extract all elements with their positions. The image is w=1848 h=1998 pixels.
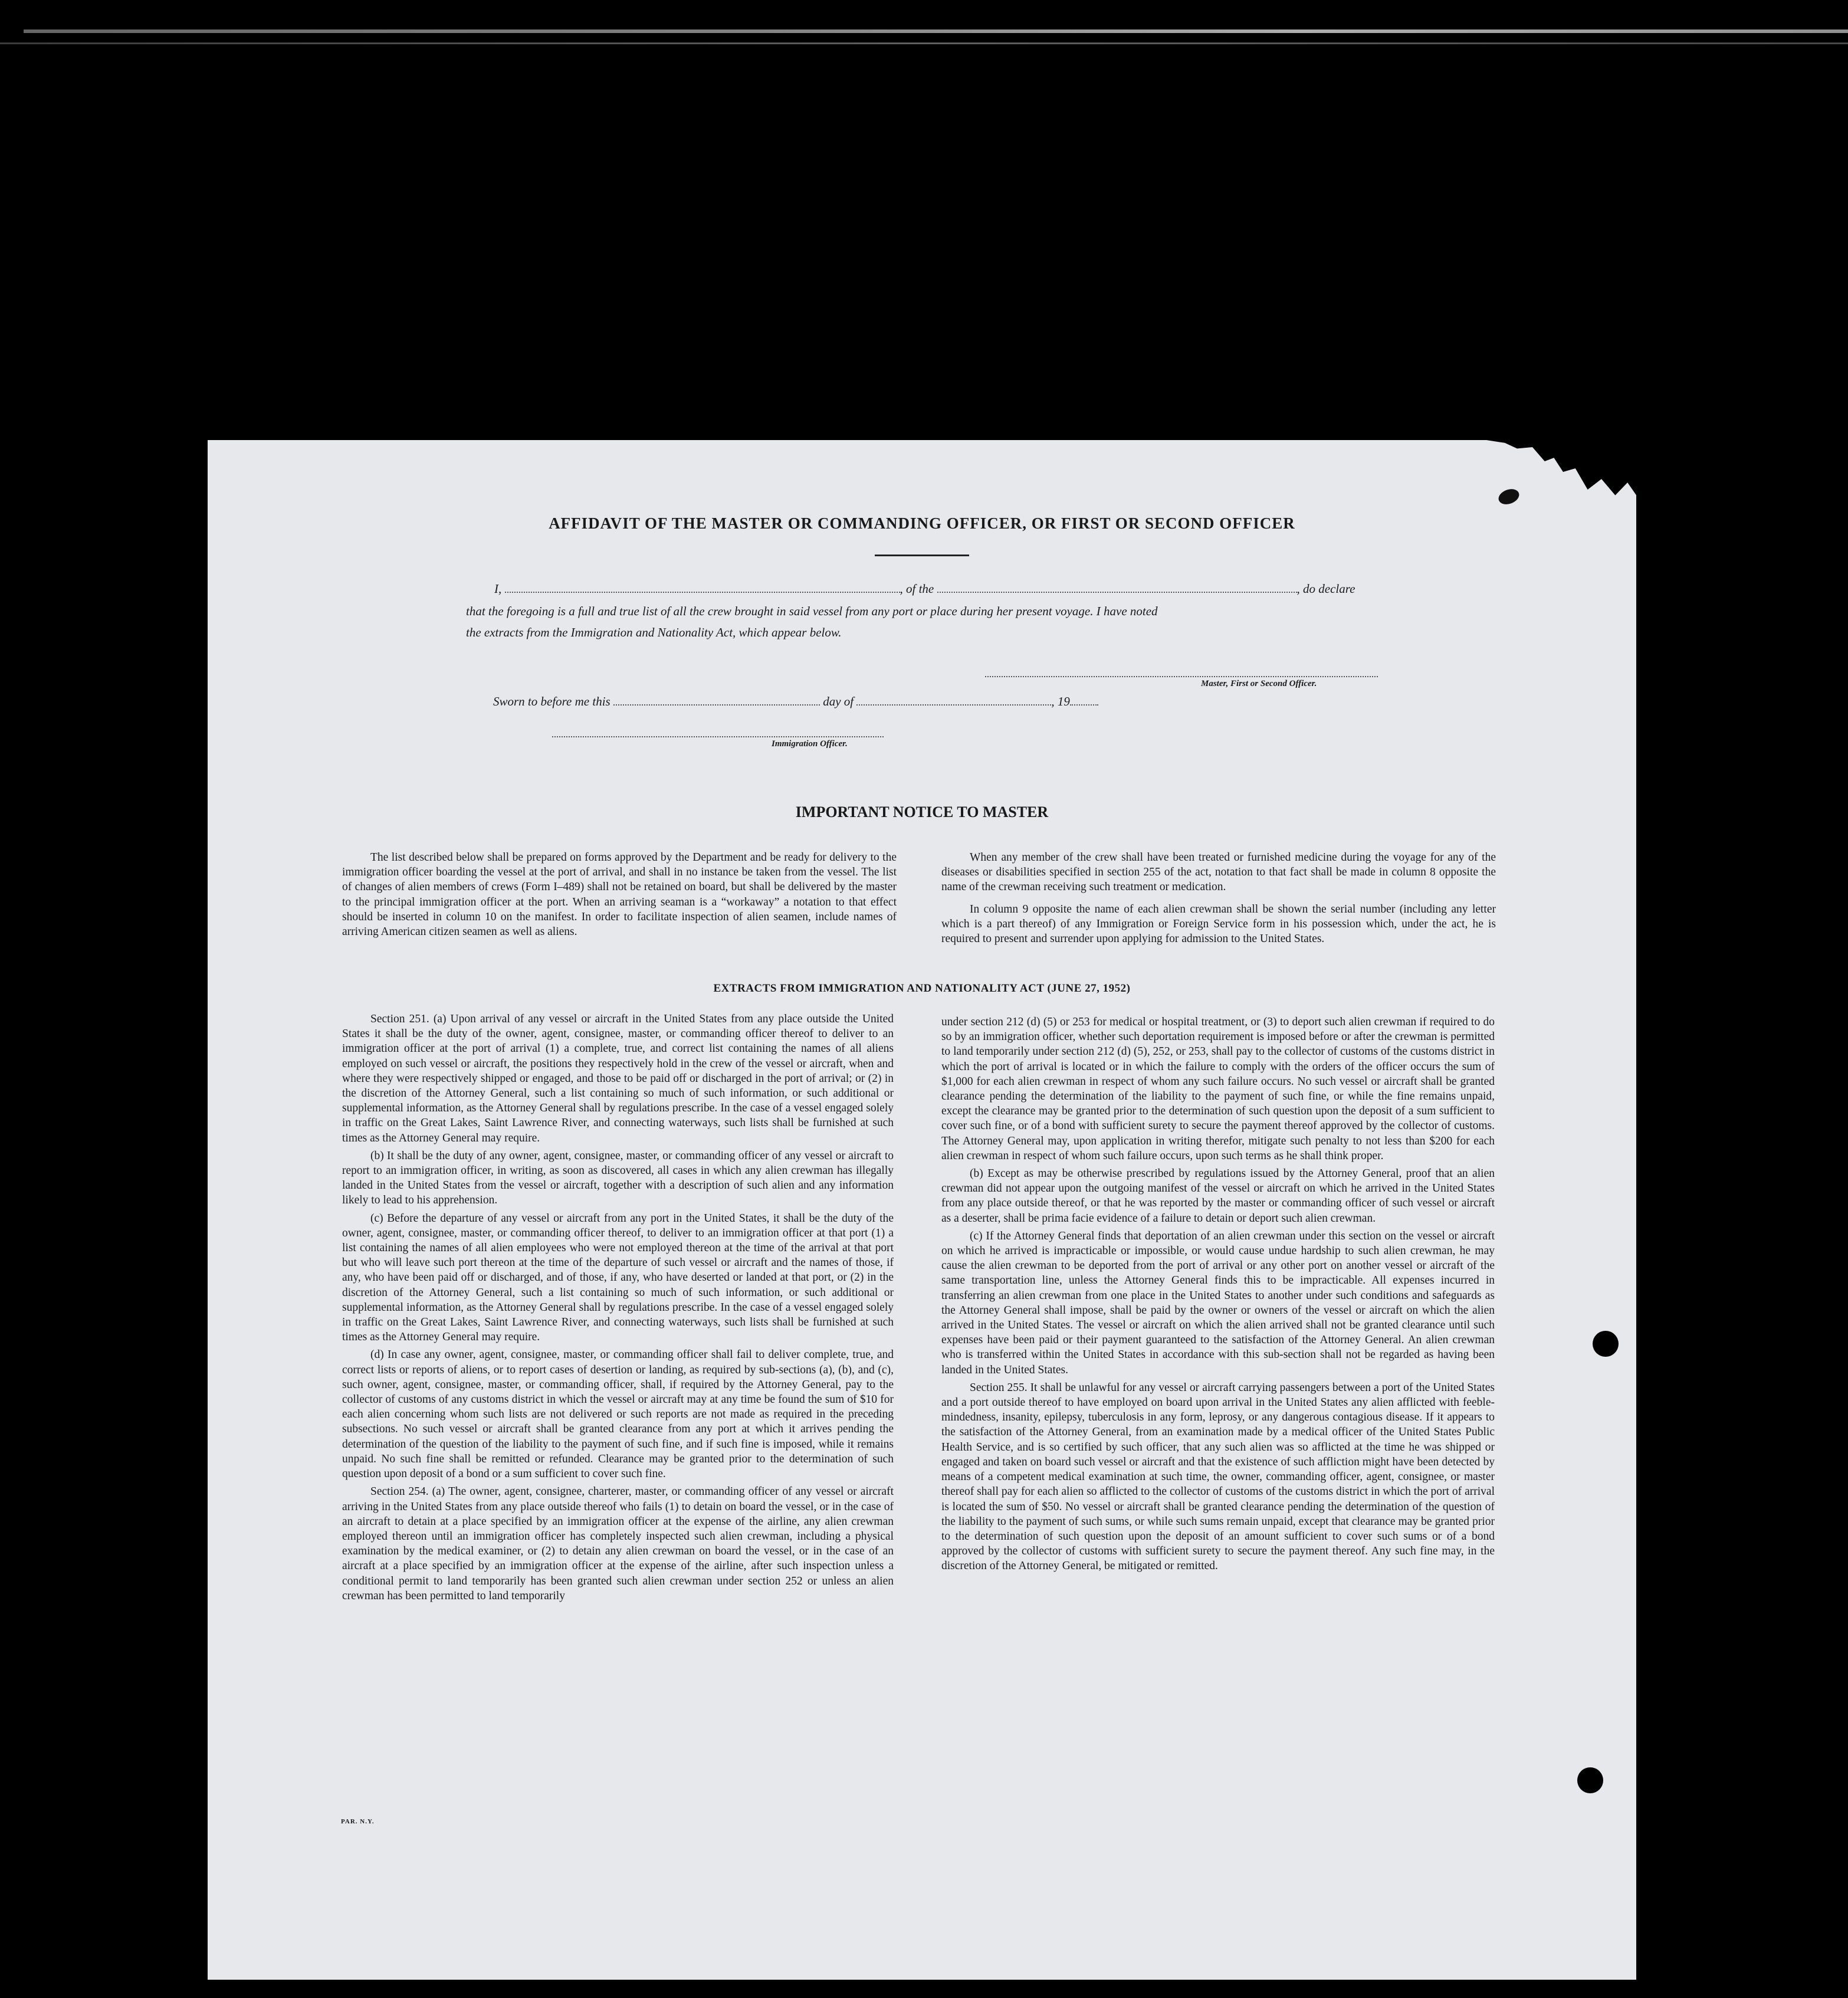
officer-caption: Immigration Officer. [772,739,848,749]
notice-right-column [941,850,1496,949]
master-signature-line[interactable] [985,676,1378,677]
declare-label: , do declare [1296,582,1355,596]
day-of-label: day of [823,694,854,708]
punch-hole-top [1593,1331,1619,1357]
printer-mark: PAR. N.Y. [341,1818,375,1825]
extracts-right-column [941,1015,1495,1577]
extracts-title: EXTRACTS FROM IMMIGRATION AND NATIONALITY ACT (JUNE 27, 1952) [713,982,1131,995]
notice-left-paragraph: The list described below shall be prepared on forms approved by the Department and be ready for delivery to the immigration officer boarding the vessel at the port of arrival, and shall in no instance be taken from the vessel. The list of changes of alien members of crews (Form I–489) shall not be retained on board, but shall be delivered by the master to the principal immigration officer at the port. When an arriving seaman is a “workaway” a notation to that effect should be inserted in column 10 on the manifest. In order to facilitate inspection of alien seamen, include names of arriving American citizen seamen as well as aliens. [342,851,897,939]
year-label: , 19 [1051,694,1070,708]
extract-left-para: (c) Before the departure of any vessel or aircraft from any port in the United States, it shall be the duty of the owner, agent, consignee, master, or commanding officer thereof, to deliver to an immigration officer at that port (1) a list containing the names of all alien employees who were not employed thereon at the time of the arrival at that port but who will leave such port thereon at the time of the departure of such vessel or aircraft and the names of those, if any, who have been paid off or discharged, and of those, if any, who have deserted or landed at that port, or (2) in the discretion of the Attorney General, such a list containing so much of such information, or such additional or supplemental information, as the Attorney General shall by regulations prescribe. In the case of a vessel engaged solely in traffic on the Great Lakes, Saint Lawrence River, and connecting waterways, such lists shall be furnished at such times as the Attorney General may require. [342,1212,894,1344]
year-blank[interactable] [1070,696,1098,706]
extract-left-para: Section 251. (a) Upon arrival of any vessel or aircraft in the United States from any place outside the United States it shall be the duty of the owner, agent, consignee, master, or commanding officer thereof to deliver to an immigration officer at the port of arrival (1) a complete, true, and correct list containing the names of all aliens employed on such vessel or aircraft, the positions they respectively hold in the crew of the vessel or aircraft, when and where they were respectively shipped or engaged, and those to be paid off or discharged in the port of arrival; or (2) in the discretion of the Attorney General, such a list containing so much of such information, or such additional or supplemental information, as the Attorney General shall by regulations prescribe. In the case of a vessel engaged solely in traffic on the Great Lakes, Saint Lawrence River, and connecting waterways, such lists shall be furnished at such times as the Attorney General may require. [342,1013,894,1144]
scan-edge-line [24,29,1848,33]
name-blank[interactable] [505,583,900,593]
sworn-line [493,694,1098,709]
of-the-label: , of the [900,582,934,596]
master-caption: Master, First or Second Officer. [1201,679,1317,688]
i-label: I, [494,582,502,596]
sworn-label: Sworn to before me this [493,694,610,708]
scan-edge-line-lower [0,42,1848,44]
extract-right-para: under section 212 (d) (5) or 253 for medical or hospital treatment, or (3) to deport such alien crewman if required to do so by an immigration officer, whether such deportation requirement is imposed before or after the crewman is permitted to land temporarily under section 212 (d) (5), 252, or 253, shall pay to the collector of customs of the customs district in which the port of arrival is located or in which the failure to comply with the orders of the officer occurs the sum of $1,000 for each alien crewman in respect of whom any such failure occurs. No such vessel or aircraft shall be granted clearance pending the determination of the liability to the payment of such fine, or while the fine remains unpaid, except the clearance may be granted prior to the determination of such question upon the deposit of a sum sufficient to cover such fine, or of a bond with sufficient surety to secure the payment thereof approved by the collector of customs. The Attorney General may, upon application in writing therefor, mitigate such penalty to not less than $200 for each alien crewman in respect of whom such failure occurs, upon such terms as he shall think proper. [941,1016,1495,1162]
extract-right-para: Section 255. It shall be unlawful for any vessel or aircraft carrying passengers between a port of the United States and a port outside thereof to have employed on board upon arrival in the United States any alien afflicted with feeble-mindedness, insanity, epilepsy, tuberculosis in any form, leprosy, or any dangerous contagious disease. If it appears to the satisfaction of the Attorney General, from an examination made by a medical officer of the United States Public Health Service, and is so certified by such officer, that any such alien was so afflicted at the time he was shipped or engaged and taken on board such vessel or aircraft and that the existence of such affliction might have been detected by means of a competent medical examination at such time, the owner, commanding officer, agent, consignee, or master thereof shall pay for each alien so afflicted to the collector of customs of the customs district in which the port of arrival is located the sum of $50. No vessel or aircraft shall be granted clearance pending the determination of the question of the liability to the payment of such sums, or while such sums remain unpaid, except that clearance may be granted prior to the determination of such question upon the deposit of an amount sufficient to cover such sums or of a bond approved by the collector of customs with sufficient surety to secure the payment thereof. Any such fine may, in the discretion of the Attorney General, be mitigated or remitted. [941,1381,1495,1573]
vessel-blank[interactable] [937,583,1297,593]
extract-right-para: (c) If the Attorney General finds that deportation of an alien crewman under this section on the vessel or aircraft on which he arrived is impracticable or impossible, or would cause undue hardship to such alien crewman, he may cause the alien crewman to be deported from the port of arrival or any other port on another vessel or aircraft of the same transportation line, unless the Attorney General finds this to be impracticable. All expenses incurred in transferring an alien crewman from one place in the United States to another under such conditions and safeguards as the Attorney General shall impose, shall be paid by the owner or owners of the vessel or aircraft on which the alien arrived in the United States. The vessel or aircraft on which the alien arrived shall not be granted clearance until such expenses have been paid or their payment guaranteed to the satisfaction of the Attorney General. An alien crewman who is transferred within the United States in accordance with this sub-section shall not be regarded as having been landed in the United States. [941,1229,1495,1376]
extracts-left-column [342,1012,894,1606]
notice-title: IMPORTANT NOTICE TO MASTER [795,803,1049,821]
punch-hole-bottom [1577,1767,1603,1793]
affidavit-line2: that the foregoing is a full and true list of all the crew brought in said vessel from any port or place during her present voyage. I have noted [466,604,1158,618]
sworn-day-blank[interactable] [613,696,820,706]
affidavit-title: AFFIDAVIT OF THE MASTER OR COMMANDING OFFICER, OR FIRST OR SECOND OFFICER [549,514,1295,532]
notice-right-paragraph-2: In column 9 opposite the name of each alien crewman shall be shown the serial number (including any letter which is a part thereof) of any Immigration or Foreign Service form in his possession which, under the act, he is required to present and surrender upon applying for admission to the United States. [941,903,1496,946]
sworn-month-blank[interactable] [856,696,1051,706]
notice-left-column [342,850,897,942]
extract-left-para: Section 254. (a) The owner, agent, consignee, charterer, master, or commanding officer of any vessel or aircraft arriving in the United States from any place outside thereof who fails (1) to detain on board the vessel, or in the case of an aircraft to detain at a place specified by an immigration officer at the expense of the airline, any alien crewman employed thereon until an immigration officer has completely inspected such alien crewman, including a physical examination by the medical examiner, or (2) to detain any alien crewman on board the vessel, or in the case of an aircraft at a place specified by an immigration officer at the expense of the airline, after such inspection unless a conditional permit to land temporarily has been granted such alien crewman under section 252 or unless an alien crewman has been permitted to land temporarily [342,1485,894,1602]
affidavit-line3: the extracts from the Immigration and Nationality Act, which appear below. [466,625,842,639]
extract-left-para: (d) In case any owner, agent, consignee, master, or commanding officer shall fail to deliver complete, true, and correct lists or reports of aliens, or to report cases of desertion or landing, as required by sub-sections (a), (b), and (c), such owner, agent, consignee, master, or commanding officer, shall, if required by the Attorney General, pay to the collector of customs of any customs district in which the vessel or aircraft may at any time be found the sum of $10 for each alien concerning whom such lists are not delivered or such reports are not made as required in the preceding subsections. No such vessel or aircraft shall be granted clearance from any port at which it arrives pending the determination of the question of the liability to the payment of such fine, and if such fine is imposed, while it remains unpaid. No such fine shall be remitted or refunded. Clearance may be granted prior to the determination of such question upon deposit of a bond or a sum sufficient to cover such fine. [342,1349,894,1481]
affidavit-line1 [494,582,1355,596]
extract-right-para: (b) Except as may be otherwise prescribed by regulations issued by the Attorney General, proof that an alien crewman did not appear upon the outgoing manifest of the vessel or aircraft on which he arrived in the United States from any place outside thereof, or that he was reported by the master or commanding officer of such vessel or aircraft as a deserter, shall be prima facie evidence of a failure to detain or deport such alien crewman. [941,1167,1495,1225]
title-rule [875,555,969,556]
officer-signature-line[interactable] [552,736,884,737]
notice-right-paragraph-1: When any member of the crew shall have been treated or furnished medicine during the voyage for any of the diseases or disabilities specified in section 255 of the act, notation to that fact shall be made in column 8 opposite the name of the crewman receiving such treatment or medication. [941,851,1496,894]
extract-left-para: (b) It shall be the duty of any owner, agent, consignee, master, or commanding officer of any vessel or aircraft to report to an immigration officer, in writing, as soon as discovered, all cases in which any alien crewman has illegally landed in the United States from the vessel or aircraft, together with a description of such alien and any information likely to lead to his apprehension. [342,1149,894,1207]
